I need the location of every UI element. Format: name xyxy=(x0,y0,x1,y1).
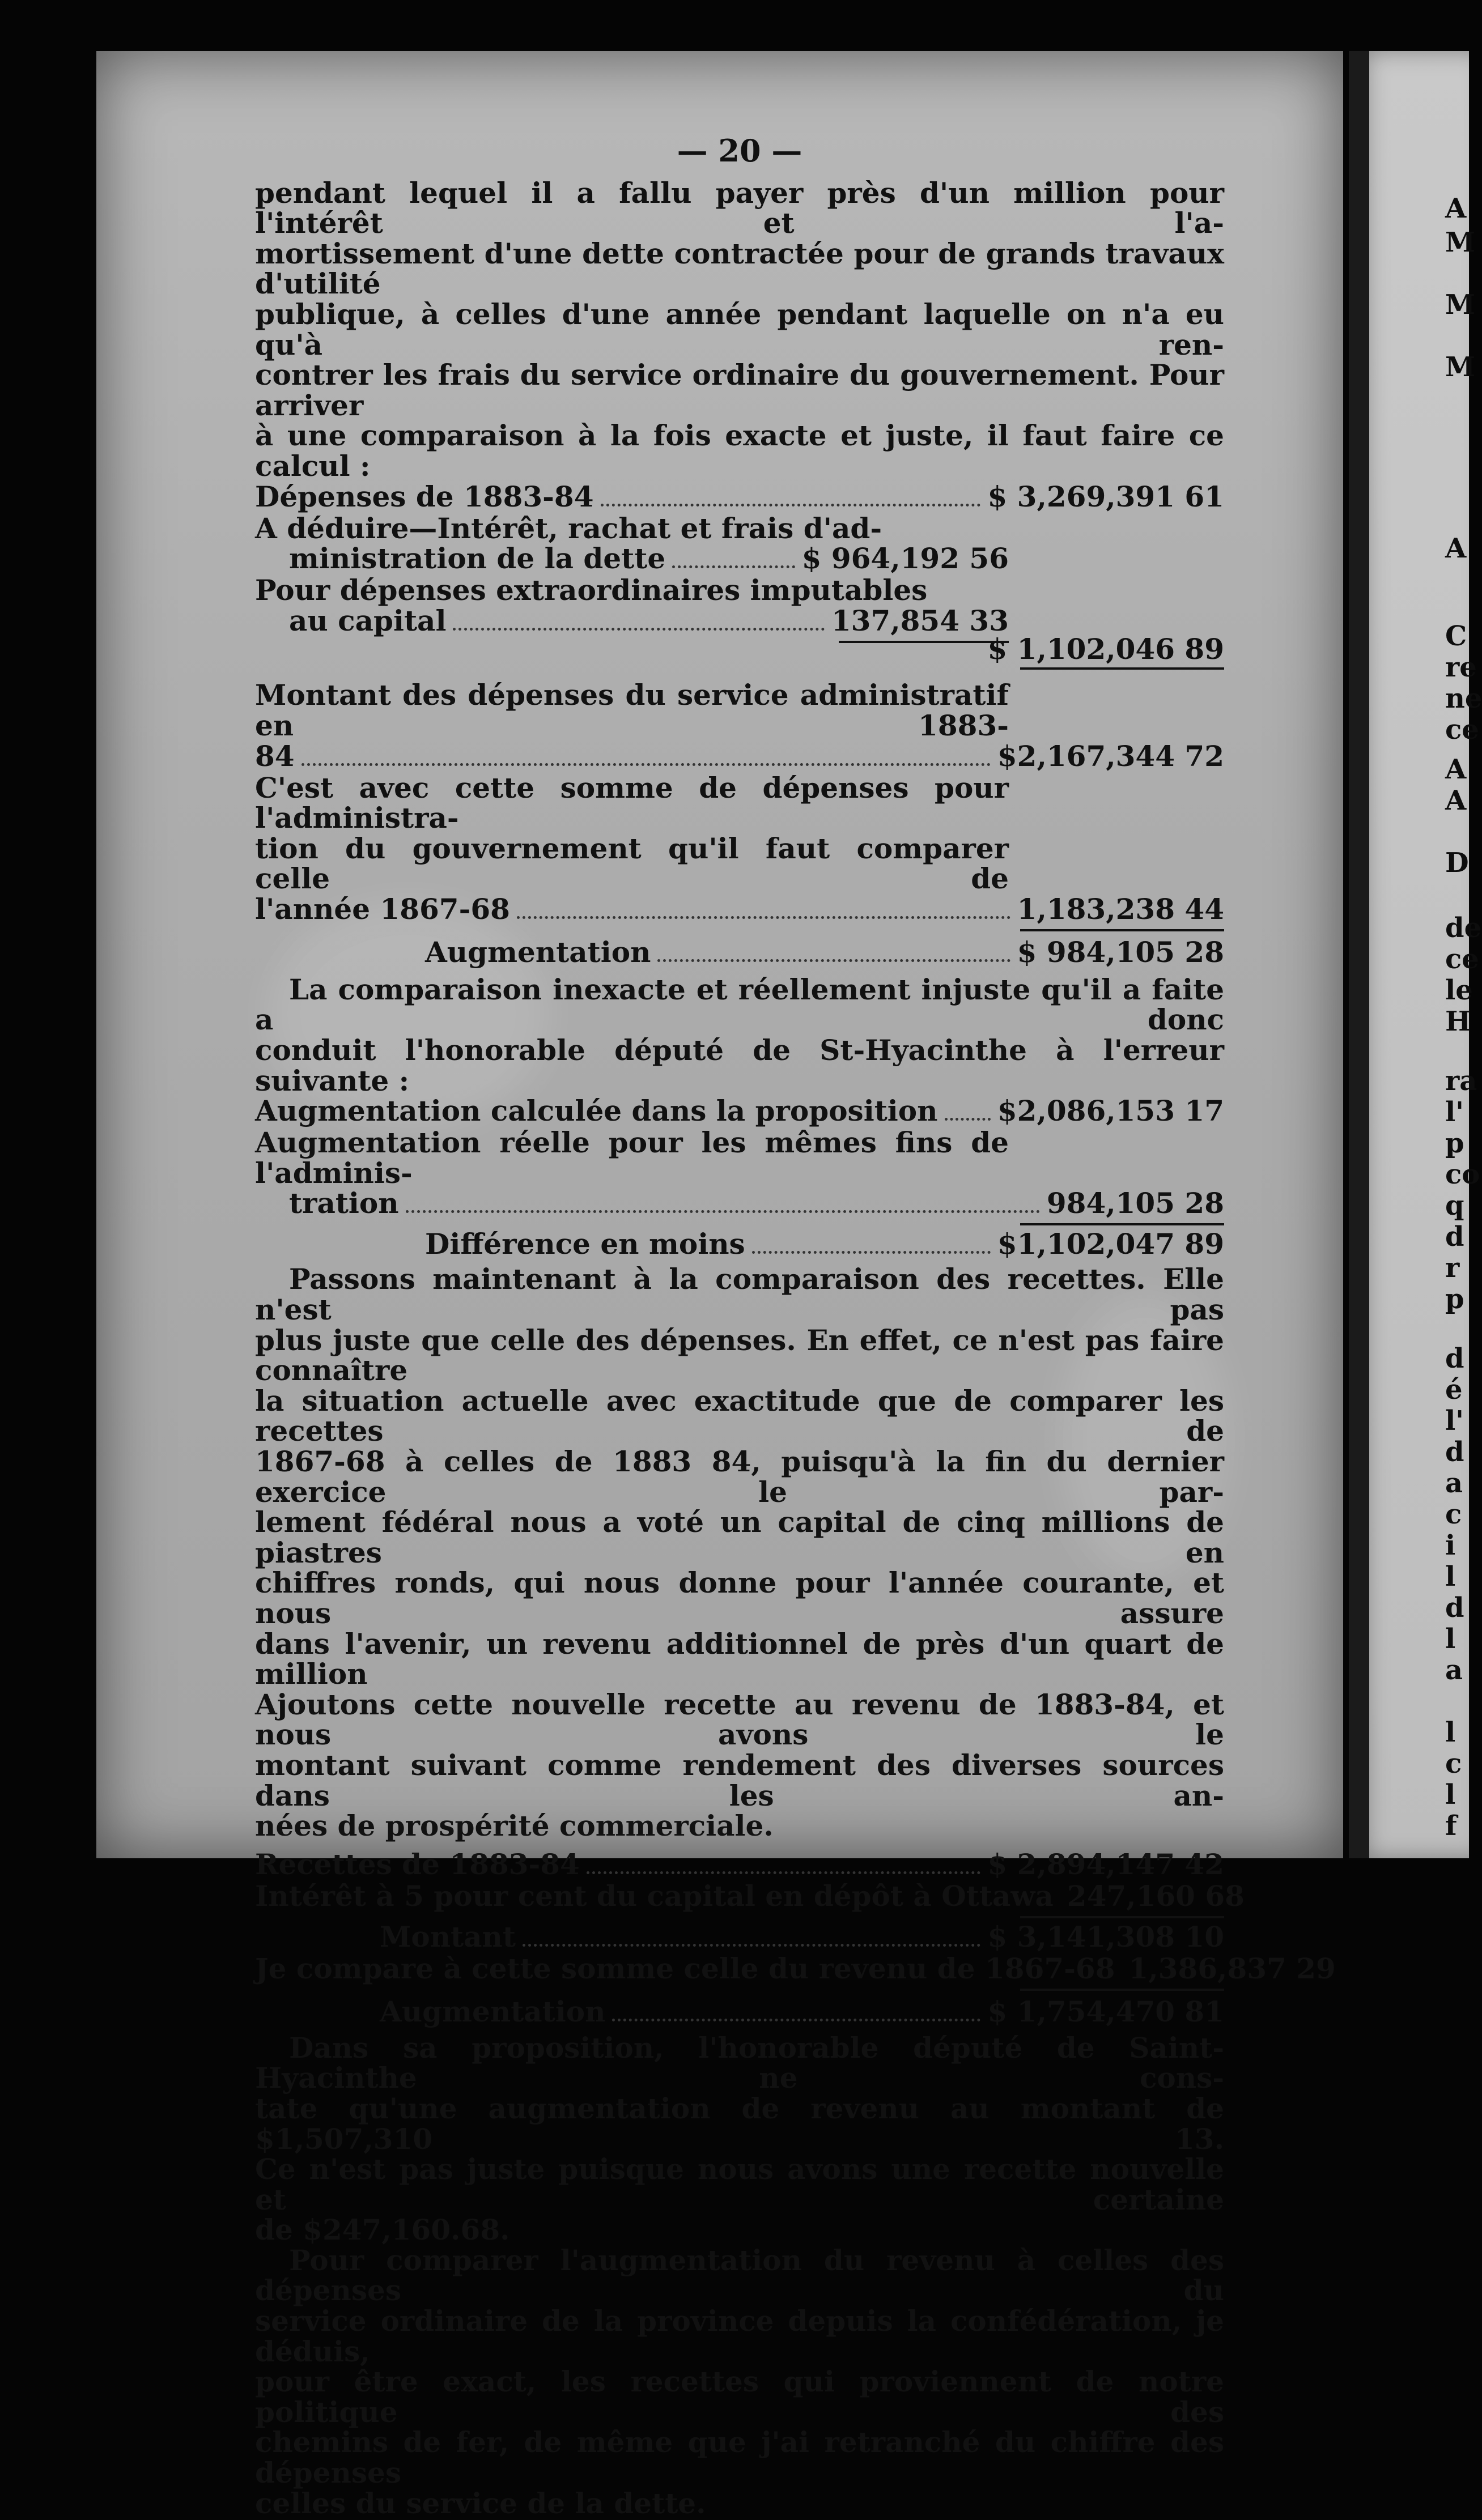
facing-page-letter: l' xyxy=(1445,1405,1464,1437)
facing-page-letter: A xyxy=(1445,533,1467,564)
text-line: pour être exact, les recettes qui proviennent de notre politique des xyxy=(255,2365,1224,2429)
text-line: la situation actuelle avec exactitude que de comparer les recettes de xyxy=(255,1384,1224,1448)
text-line: service ordinaire de la province depuis la confédération, je déduis, xyxy=(255,2304,1224,2368)
facing-page-letter: M xyxy=(1445,227,1476,258)
facing-page-letter: l xyxy=(1445,1623,1456,1655)
facing-page-letter: H xyxy=(1445,1006,1471,1037)
text-line: Pour comparer l'augmentation du revenu à celles des dépenses du xyxy=(255,2243,1224,2308)
row-label: au capital xyxy=(289,603,447,637)
recettes-row xyxy=(255,1849,1224,1881)
row-amount: 1,386,837 29 xyxy=(1128,1951,1336,1985)
montant-admin-row xyxy=(255,741,1224,773)
compare-row xyxy=(255,1951,1336,1985)
depenses-row xyxy=(255,479,1224,513)
row-label: Montant xyxy=(380,1919,516,1953)
sum-rule xyxy=(1020,667,1224,670)
facing-page-letter: d xyxy=(1445,1343,1464,1374)
facing-page-strip xyxy=(1349,51,1482,1858)
paragraph-proposition xyxy=(255,2033,1224,2245)
facing-page-letter: A xyxy=(1445,754,1467,785)
leader-dots xyxy=(752,1251,991,1254)
row-amount: $ 1,754,470 81 xyxy=(987,1994,1224,2028)
row-label: Recettes de 1883-84 xyxy=(255,1847,580,1881)
leader-dots xyxy=(672,565,795,568)
interet-row xyxy=(255,1879,1245,1913)
text-line: tion du gouvernement qu'il faut comparer celle de xyxy=(255,831,1009,896)
page-text xyxy=(255,133,1336,2520)
leader-dots xyxy=(657,959,1010,962)
calc-row-2 xyxy=(255,1188,1224,1220)
paragraph-intro xyxy=(255,178,1224,482)
text-line: dans l'avenir, un revenu additionnel de près d'un quart de million xyxy=(255,1627,1224,1691)
text-line: La comparaison inexacte et réellement injuste qu'il a faite a donc xyxy=(255,972,1224,1037)
row-amount: $ 1,102,046 89 xyxy=(987,632,1224,666)
row-amount: $2,167,344 72 xyxy=(997,739,1224,773)
text-line: Passons maintenant à la comparaison des recettes. Elle n'est pas xyxy=(255,1262,1224,1327)
row-amount: 137,854 33 xyxy=(831,603,1009,637)
paragraph-final xyxy=(255,2245,1224,2518)
facing-page-letter: l xyxy=(1445,1779,1456,1811)
facing-page-letter: d xyxy=(1445,1221,1464,1253)
facing-page-letter: le xyxy=(1445,974,1473,1006)
facing-page-letter: f xyxy=(1445,1810,1457,1842)
text-line: nées de prospérité commerciale. xyxy=(255,1809,774,1843)
leader-dots xyxy=(601,504,981,506)
text-line: Montant des dépenses du service administratif en 1883- xyxy=(255,678,1009,742)
text-line: Dans sa proposition, l'honorable député de Saint-Hyacinthe ne cons- xyxy=(255,2031,1224,2095)
facing-page-letter: p xyxy=(1445,1127,1464,1159)
facing-page-letter: r xyxy=(1445,1252,1460,1284)
row-amount: $ 3,269,391 61 xyxy=(987,479,1224,513)
facing-page-letter: q xyxy=(1445,1190,1464,1221)
facing-page-letter: ra xyxy=(1445,1065,1477,1097)
text-line: à une comparaison à la fois exacte et juste, il faut faire ce calcul : xyxy=(255,419,1224,483)
text-line: Augmentation réelle pour les mêmes fins de l'adminis- xyxy=(255,1126,1009,1190)
row-label: 84 xyxy=(255,739,295,773)
text-line: chiffres ronds, qui nous donne pour l'année courante, et nous assure xyxy=(255,1566,1224,1630)
row-amount: 984,105 28 xyxy=(1046,1186,1224,1220)
text-line: pendant lequel il a fallu payer près d'un million pour l'intérêt et l'a- xyxy=(255,176,1224,240)
leader-dots xyxy=(587,1871,981,1874)
facing-page-letter: d xyxy=(1445,1436,1464,1468)
leader-dots xyxy=(523,1944,980,1947)
row-amount: $2,086,153 17 xyxy=(997,1094,1224,1128)
facing-page-letter: c xyxy=(1445,1499,1462,1530)
facing-page-letter: co xyxy=(1445,1159,1480,1190)
leader-dots xyxy=(453,628,824,631)
montant-admin xyxy=(255,680,1224,772)
text-line: mortissement d'une dette contractée pour de grands travaux d'utilité xyxy=(255,236,1224,301)
facing-page-letter: c xyxy=(1445,1748,1462,1780)
facing-page-letter: a xyxy=(1445,1467,1463,1499)
text-line: conduit l'honorable député de St-Hyacinthe à l'erreur suivante : xyxy=(255,1033,1224,1097)
facing-page-letters xyxy=(1445,51,1482,1858)
row-amount: 1,183,238 44 xyxy=(1017,892,1224,926)
facing-page-letter: p xyxy=(1445,1283,1464,1315)
text-line: montant suivant comme rendement des diverses sources dans les an- xyxy=(255,1748,1224,1812)
facing-page-letter: a xyxy=(1445,1654,1463,1686)
row-label: A déduire—Intérêt, rachat et frais d'ad- xyxy=(255,511,882,545)
facing-page-letter: C xyxy=(1445,620,1467,652)
comparaison-row xyxy=(255,894,1224,926)
text-line: contrer les frais du service ordinaire du gouvernement. Pour arriver xyxy=(255,358,1224,422)
row-label: Je compare à cette somme celle du revenu de 1867-68 xyxy=(255,1951,1115,1985)
text-line: C'est avec cette somme de dépenses pour l'administra- xyxy=(255,771,1009,835)
row-label: tration xyxy=(289,1186,399,1220)
sum-rule xyxy=(1020,1916,1224,1918)
row-label: Intérêt à 5 pour cent du capital en dépôt à Ottawa xyxy=(255,1879,1054,1913)
leader-dots xyxy=(517,916,1010,919)
text-line: tate qu'une augmentation de revenu au montant de $1,507,310 13. xyxy=(255,2091,1224,2156)
text-line: de $247,160.68. xyxy=(255,2213,510,2247)
row-amount: $ 2,894,147 42 xyxy=(987,1847,1224,1881)
calc-row-1 xyxy=(255,1096,1224,1127)
sum-rule xyxy=(1020,929,1224,931)
row-label: ministration de la dette xyxy=(289,542,666,576)
facing-page-letter: D xyxy=(1445,847,1469,879)
paragraph-conclusion xyxy=(255,974,1224,1096)
page-number: — 20 — xyxy=(677,133,802,169)
row-amount: 247,160 68 xyxy=(1067,1879,1245,1913)
page-fold xyxy=(1349,51,1369,1858)
row-amount: $ 964,192 56 xyxy=(801,542,1009,576)
text-line: publique, à celles d'une année pendant laquelle on n'a eu qu'à ren- xyxy=(255,297,1224,361)
facing-page-letter: de xyxy=(1445,912,1482,944)
montant-row xyxy=(255,1919,1224,1953)
leader-dots xyxy=(302,763,991,766)
row-amount: $ 3,141,308 10 xyxy=(987,1919,1224,1953)
row-amount: $ 984,105 28 xyxy=(1017,935,1224,969)
deduct-total-row xyxy=(255,634,1224,665)
row-label: Pour dépenses extraordinaires imputables xyxy=(255,573,928,607)
facing-page-letter: re xyxy=(1445,652,1477,683)
row-label: Différence en moins xyxy=(425,1227,745,1261)
augmentation-row xyxy=(255,937,1224,969)
facing-page-letter: A xyxy=(1445,193,1467,224)
paragraph-recettes xyxy=(255,1264,1224,1841)
facing-page-letter: M xyxy=(1445,351,1476,383)
row-label: Dépenses de 1883-84 xyxy=(255,479,594,513)
sum-rule xyxy=(1020,1989,1224,1991)
facing-page-letter: é xyxy=(1445,1374,1463,1406)
row-label: Augmentation calculée dans la proposition xyxy=(255,1094,938,1128)
text-line: Ajoutons cette nouvelle recette au revenu de 1883-84, et nous avons le xyxy=(255,1687,1224,1752)
facing-page-letter: ce xyxy=(1445,943,1479,975)
facing-page-letter: ce xyxy=(1445,714,1479,746)
facing-page-letter: ne xyxy=(1445,683,1482,714)
row-amount: $1,102,047 89 xyxy=(997,1227,1224,1261)
text-line: chemins de fer, de même que j'ai retranché du chiffre des dépenses xyxy=(255,2425,1224,2490)
facing-page-letter: l xyxy=(1445,1717,1456,1748)
extra-row-1 xyxy=(255,573,928,607)
row-label: Augmentation xyxy=(425,935,651,969)
sum-rule xyxy=(1020,1223,1224,1225)
facing-page-letter: l' xyxy=(1445,1096,1464,1128)
comparaison xyxy=(255,773,1224,926)
facing-page-letter: M xyxy=(1445,289,1476,321)
augmentation-recettes-row xyxy=(255,1994,1224,2028)
deduire-row-1 xyxy=(255,511,882,545)
facing-page-letter: l xyxy=(1445,1561,1456,1593)
leader-dots xyxy=(612,2019,980,2021)
text-line: Ce n'est pas juste puisque nous avons une recette nouvelle et certaine xyxy=(255,2152,1224,2216)
text-line: celles du service de la dette. xyxy=(255,2486,706,2520)
text-line: plus juste que celle des dépenses. En effet, ce n'est pas faire connaître xyxy=(255,1323,1224,1387)
text-line: lement fédéral nous a voté un capital de cinq millions de piastres en xyxy=(255,1505,1224,1569)
row-label: Augmentation xyxy=(380,1994,606,2028)
deduire-row-2 xyxy=(255,543,1009,575)
facing-page-letter: A xyxy=(1445,785,1467,816)
facing-page-letter: i xyxy=(1445,1530,1456,1561)
leader-dots xyxy=(406,1210,1040,1213)
facing-page-letter: d xyxy=(1445,1592,1464,1624)
text-line: 1867-68 à celles de 1883 84, puisqu'à la fin du dernier exercice le par- xyxy=(255,1445,1224,1509)
leader-dots xyxy=(945,1118,991,1121)
extra-row-2 xyxy=(255,603,1009,637)
row-label: l'année 1867-68 xyxy=(255,892,510,926)
difference-row xyxy=(255,1229,1224,1261)
